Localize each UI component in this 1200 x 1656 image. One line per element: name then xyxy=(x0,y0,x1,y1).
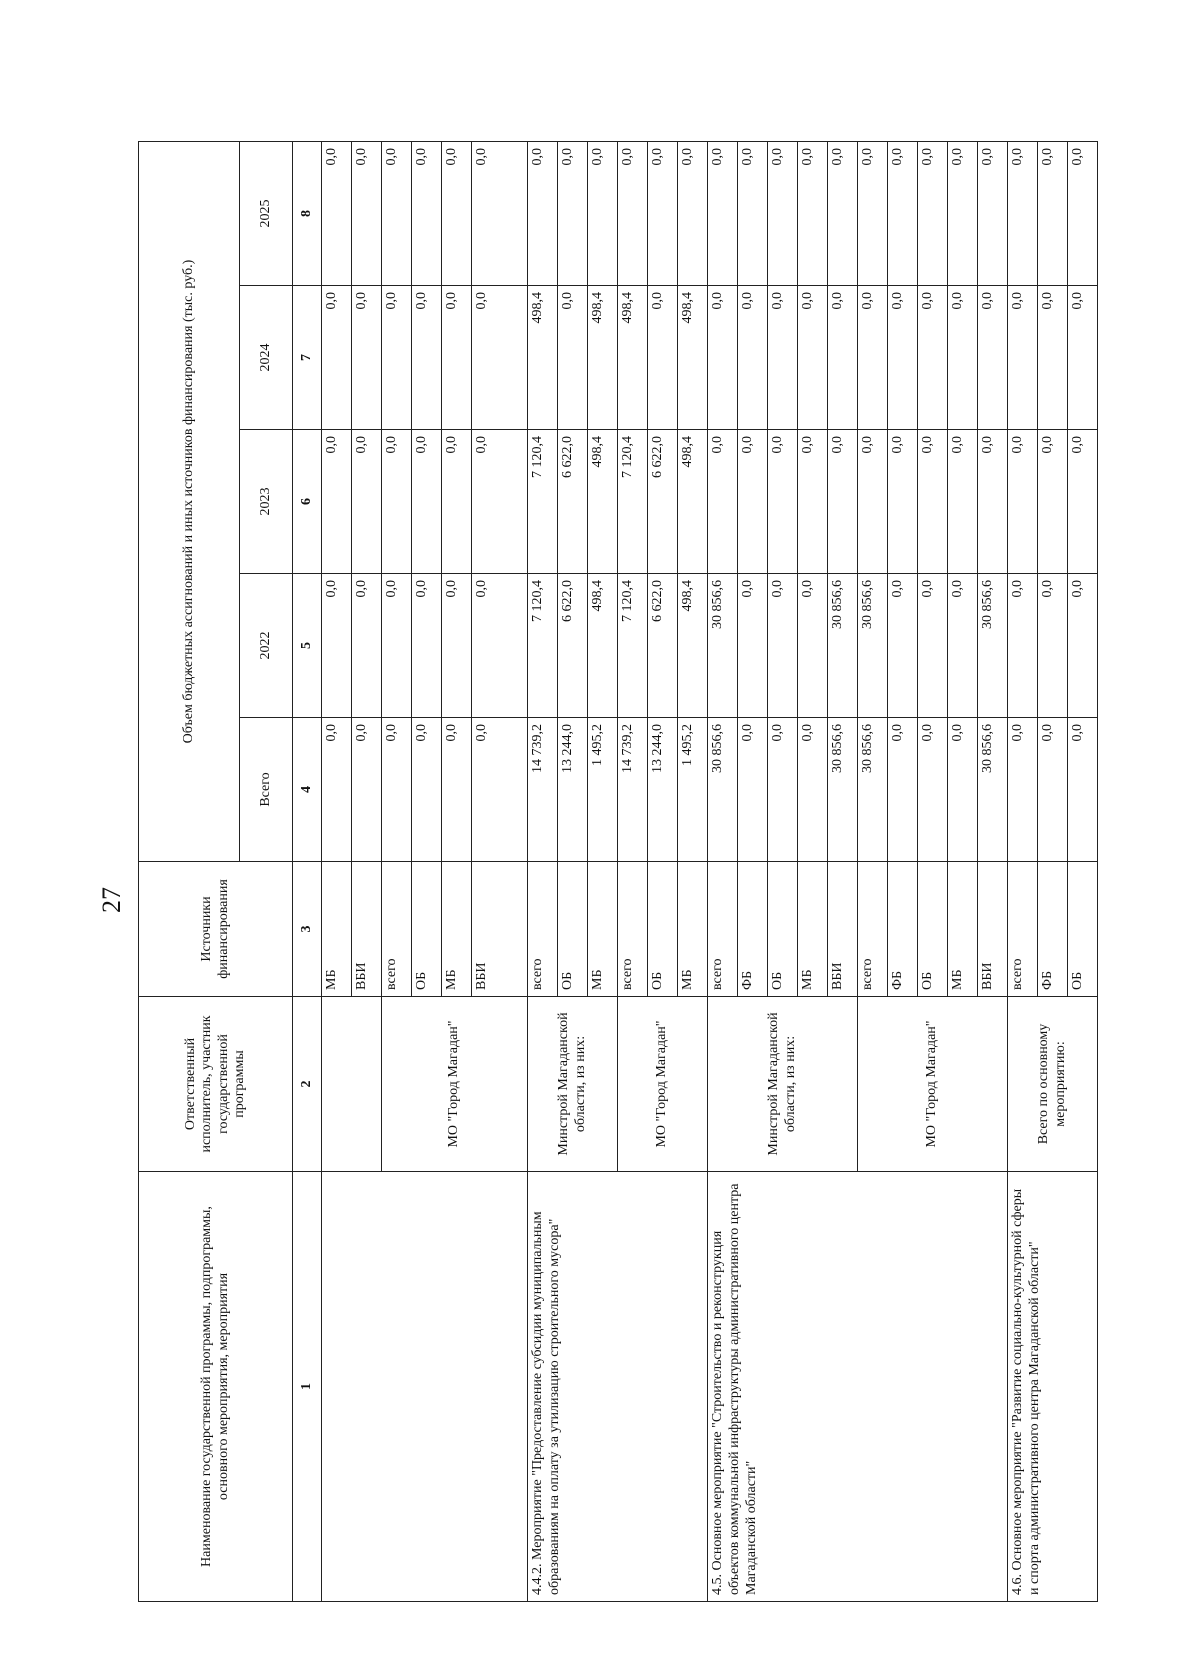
y2023-cell: 0,0 xyxy=(948,430,978,574)
y2025-cell: 0,0 xyxy=(382,142,412,286)
source-cell: ОБ xyxy=(412,862,442,997)
y2023-cell: 0,0 xyxy=(352,430,382,574)
source-cell: ВБИ xyxy=(352,862,382,997)
y2024-cell: 0,0 xyxy=(322,286,352,430)
y2024-cell: 0,0 xyxy=(828,286,858,430)
source-cell: ОБ xyxy=(1068,862,1098,997)
y2022-cell: 0,0 xyxy=(382,574,412,718)
column-number: 5 xyxy=(293,574,322,718)
source-cell: МБ xyxy=(948,862,978,997)
y2025-cell: 0,0 xyxy=(442,142,472,286)
source-cell: ФБ xyxy=(888,862,918,997)
column-number: 4 xyxy=(293,718,322,862)
y2022-cell: 30 856,6 xyxy=(828,574,858,718)
y2023-cell: 0,0 xyxy=(1068,430,1098,574)
y2025-cell: 0,0 xyxy=(768,142,798,286)
y2023-cell: 0,0 xyxy=(412,430,442,574)
y2023-cell: 0,0 xyxy=(1038,430,1068,574)
y2023-cell: 6 622,0 xyxy=(558,430,588,574)
total-cell: 0,0 xyxy=(1068,718,1098,862)
total-cell: 30 856,6 xyxy=(858,718,888,862)
y2023-cell: 0,0 xyxy=(1008,430,1038,574)
total-cell: 0,0 xyxy=(352,718,382,862)
executor-cell-empty xyxy=(322,997,382,1172)
column-number: 6 xyxy=(293,430,322,574)
source-cell: ФБ xyxy=(1038,862,1068,997)
total-cell: 0,0 xyxy=(472,718,528,862)
source-cell: всего xyxy=(1008,862,1038,997)
y2025-cell: 0,0 xyxy=(528,142,558,286)
y2024-cell: 0,0 xyxy=(412,286,442,430)
total-cell: 0,0 xyxy=(442,718,472,862)
y2022-cell: 0,0 xyxy=(1068,574,1098,718)
executor-cell: МО "Город Магадан" xyxy=(858,997,1008,1172)
y2022-cell: 0,0 xyxy=(1038,574,1068,718)
y2025-cell: 0,0 xyxy=(888,142,918,286)
source-cell: МБ xyxy=(588,862,618,997)
header-sources: Источники финансирования xyxy=(139,862,293,997)
y2023-cell: 7 120,4 xyxy=(618,430,648,574)
total-cell: 0,0 xyxy=(1038,718,1068,862)
y2024-cell: 498,4 xyxy=(678,286,708,430)
executor-cell: Минстрой Магаданской области, из них: xyxy=(528,997,618,1172)
column-number: 3 xyxy=(293,862,322,997)
source-cell: всего xyxy=(618,862,648,997)
column-number: 7 xyxy=(293,286,322,430)
y2022-cell: 0,0 xyxy=(798,574,828,718)
y2023-cell: 6 622,0 xyxy=(648,430,678,574)
source-cell: ВБИ xyxy=(828,862,858,997)
y2025-cell: 0,0 xyxy=(1038,142,1068,286)
y2022-cell: 0,0 xyxy=(738,574,768,718)
source-cell: МБ xyxy=(798,862,828,997)
total-cell: 13 244,0 xyxy=(648,718,678,862)
header-2023: 2023 xyxy=(240,430,293,574)
y2024-cell: 0,0 xyxy=(1068,286,1098,430)
table-row xyxy=(322,142,352,1602)
y2022-cell: 0,0 xyxy=(1008,574,1038,718)
y2025-cell: 0,0 xyxy=(558,142,588,286)
y2023-cell: 0,0 xyxy=(382,430,412,574)
executor-cell: Минстрой Магаданской области, из них: xyxy=(708,997,858,1172)
total-cell: 1 495,2 xyxy=(588,718,618,862)
y2024-cell: 0,0 xyxy=(442,286,472,430)
y2024-cell: 0,0 xyxy=(858,286,888,430)
y2023-cell: 0,0 xyxy=(828,430,858,574)
source-cell: всего xyxy=(528,862,558,997)
total-cell: 1 495,2 xyxy=(678,718,708,862)
y2024-cell: 0,0 xyxy=(472,286,528,430)
y2022-cell: 6 622,0 xyxy=(648,574,678,718)
y2022-cell: 7 120,4 xyxy=(528,574,558,718)
y2025-cell: 0,0 xyxy=(352,142,382,286)
total-cell: 0,0 xyxy=(322,718,352,862)
y2023-cell: 7 120,4 xyxy=(528,430,558,574)
source-cell: ВБИ xyxy=(472,862,528,997)
y2024-cell: 0,0 xyxy=(382,286,412,430)
y2024-cell: 498,4 xyxy=(588,286,618,430)
y2022-cell: 0,0 xyxy=(472,574,528,718)
page-number: 27 xyxy=(97,887,126,913)
total-cell: 0,0 xyxy=(888,718,918,862)
total-cell: 0,0 xyxy=(768,718,798,862)
total-cell: 0,0 xyxy=(918,718,948,862)
y2023-cell: 0,0 xyxy=(888,430,918,574)
y2024-cell: 0,0 xyxy=(352,286,382,430)
source-cell: всего xyxy=(382,862,412,997)
column-number: 1 xyxy=(293,1172,322,1602)
y2023-cell: 0,0 xyxy=(322,430,352,574)
y2025-cell: 0,0 xyxy=(618,142,648,286)
header-2022: 2022 xyxy=(240,574,293,718)
y2022-cell: 0,0 xyxy=(768,574,798,718)
y2022-cell: 0,0 xyxy=(948,574,978,718)
source-cell: всего xyxy=(858,862,888,997)
y2024-cell: 498,4 xyxy=(528,286,558,430)
table-row xyxy=(708,142,738,1602)
y2022-cell: 0,0 xyxy=(412,574,442,718)
header-2025: 2025 xyxy=(240,142,293,286)
y2025-cell: 0,0 xyxy=(1068,142,1098,286)
y2024-cell: 0,0 xyxy=(798,286,828,430)
total-cell: 0,0 xyxy=(798,718,828,862)
source-cell: МБ xyxy=(322,862,352,997)
total-cell: 13 244,0 xyxy=(558,718,588,862)
header-funding-group: Объем бюджетных ассигнований и иных источников финансирования (тыс. руб.) xyxy=(139,142,240,862)
total-cell: 0,0 xyxy=(1008,718,1038,862)
y2022-cell: 0,0 xyxy=(918,574,948,718)
y2023-cell: 0,0 xyxy=(918,430,948,574)
y2022-cell: 0,0 xyxy=(888,574,918,718)
total-cell: 0,0 xyxy=(382,718,412,862)
y2022-cell: 6 622,0 xyxy=(558,574,588,718)
executor-cell: МО "Город Магадан" xyxy=(618,997,708,1172)
y2025-cell: 0,0 xyxy=(1008,142,1038,286)
funding-table xyxy=(138,141,1098,1602)
y2024-cell: 0,0 xyxy=(648,286,678,430)
executor-cell: Всего по основному мероприятию: xyxy=(1008,997,1098,1172)
measure-4-4-2-name: 4.4.2. Мероприятие "Предоставление субсидии муниципальным образованиям на оплату за утилизацию строительного мусора" xyxy=(528,1172,708,1602)
y2025-cell: 0,0 xyxy=(918,142,948,286)
y2023-cell: 0,0 xyxy=(798,430,828,574)
y2025-cell: 0,0 xyxy=(798,142,828,286)
y2024-cell: 0,0 xyxy=(558,286,588,430)
y2022-cell: 0,0 xyxy=(352,574,382,718)
y2022-cell: 0,0 xyxy=(322,574,352,718)
y2024-cell: 0,0 xyxy=(948,286,978,430)
total-cell: 30 856,6 xyxy=(828,718,858,862)
total-cell: 14 739,2 xyxy=(528,718,558,862)
y2024-cell: 0,0 xyxy=(978,286,1008,430)
y2023-cell: 0,0 xyxy=(978,430,1008,574)
y2022-cell: 30 856,6 xyxy=(708,574,738,718)
y2025-cell: 0,0 xyxy=(678,142,708,286)
header-2024: 2024 xyxy=(240,286,293,430)
source-cell: ВБИ xyxy=(978,862,1008,997)
y2023-cell: 0,0 xyxy=(708,430,738,574)
total-cell: 30 856,6 xyxy=(978,718,1008,862)
y2025-cell: 0,0 xyxy=(828,142,858,286)
header-total: Всего xyxy=(240,718,293,862)
y2022-cell: 0,0 xyxy=(442,574,472,718)
column-number: 8 xyxy=(293,142,322,286)
y2025-cell: 0,0 xyxy=(322,142,352,286)
executor-cell: МО "Город Магадан" xyxy=(382,997,528,1172)
y2025-cell: 0,0 xyxy=(978,142,1008,286)
y2022-cell: 30 856,6 xyxy=(978,574,1008,718)
source-cell: ОБ xyxy=(558,862,588,997)
y2024-cell: 0,0 xyxy=(888,286,918,430)
source-cell: МБ xyxy=(678,862,708,997)
total-cell: 0,0 xyxy=(412,718,442,862)
y2022-cell: 7 120,4 xyxy=(618,574,648,718)
y2025-cell: 0,0 xyxy=(648,142,678,286)
table-row xyxy=(528,142,558,1602)
y2025-cell: 0,0 xyxy=(412,142,442,286)
source-cell: всего xyxy=(708,862,738,997)
total-cell: 14 739,2 xyxy=(618,718,648,862)
y2025-cell: 0,0 xyxy=(948,142,978,286)
y2024-cell: 0,0 xyxy=(1038,286,1068,430)
y2024-cell: 0,0 xyxy=(1008,286,1038,430)
y2022-cell: 498,4 xyxy=(588,574,618,718)
y2025-cell: 0,0 xyxy=(708,142,738,286)
name-cell-empty xyxy=(322,1172,528,1602)
measure-4-6-name: 4.6. Основное мероприятие "Развитие социально-культурной сферы и спорта административного центра Магаданской области" xyxy=(1008,1172,1098,1602)
y2024-cell: 0,0 xyxy=(768,286,798,430)
y2023-cell: 498,4 xyxy=(678,430,708,574)
y2022-cell: 498,4 xyxy=(678,574,708,718)
rotated-table-container xyxy=(138,142,1098,1602)
y2025-cell: 0,0 xyxy=(738,142,768,286)
y2024-cell: 0,0 xyxy=(918,286,948,430)
y2024-cell: 0,0 xyxy=(708,286,738,430)
y2024-cell: 0,0 xyxy=(738,286,768,430)
total-cell: 0,0 xyxy=(948,718,978,862)
y2023-cell: 498,4 xyxy=(588,430,618,574)
y2024-cell: 498,4 xyxy=(618,286,648,430)
header-executor: Ответственный исполнитель, участник государственной программы xyxy=(139,997,293,1172)
y2023-cell: 0,0 xyxy=(768,430,798,574)
y2025-cell: 0,0 xyxy=(472,142,528,286)
total-cell: 30 856,6 xyxy=(708,718,738,862)
y2023-cell: 0,0 xyxy=(738,430,768,574)
y2022-cell: 30 856,6 xyxy=(858,574,888,718)
source-cell: МБ xyxy=(442,862,472,997)
source-cell: ОБ xyxy=(918,862,948,997)
y2023-cell: 0,0 xyxy=(442,430,472,574)
source-cell: ОБ xyxy=(768,862,798,997)
column-number: 2 xyxy=(293,997,322,1172)
source-cell: ОБ xyxy=(648,862,678,997)
y2025-cell: 0,0 xyxy=(588,142,618,286)
total-cell: 0,0 xyxy=(738,718,768,862)
y2023-cell: 0,0 xyxy=(858,430,888,574)
measure-4-5-name: 4.5. Основное мероприятие "Строительство и реконструкция объектов коммунальной инфраструктуры административного центра Магаданской области" xyxy=(708,1172,1008,1602)
table-row xyxy=(1008,142,1038,1602)
header-name: Наименование государственной программы, подпрограммы, основного мероприятия, мероприятия xyxy=(139,1172,293,1602)
source-cell: ФБ xyxy=(738,862,768,997)
y2025-cell: 0,0 xyxy=(858,142,888,286)
y2023-cell: 0,0 xyxy=(472,430,528,574)
